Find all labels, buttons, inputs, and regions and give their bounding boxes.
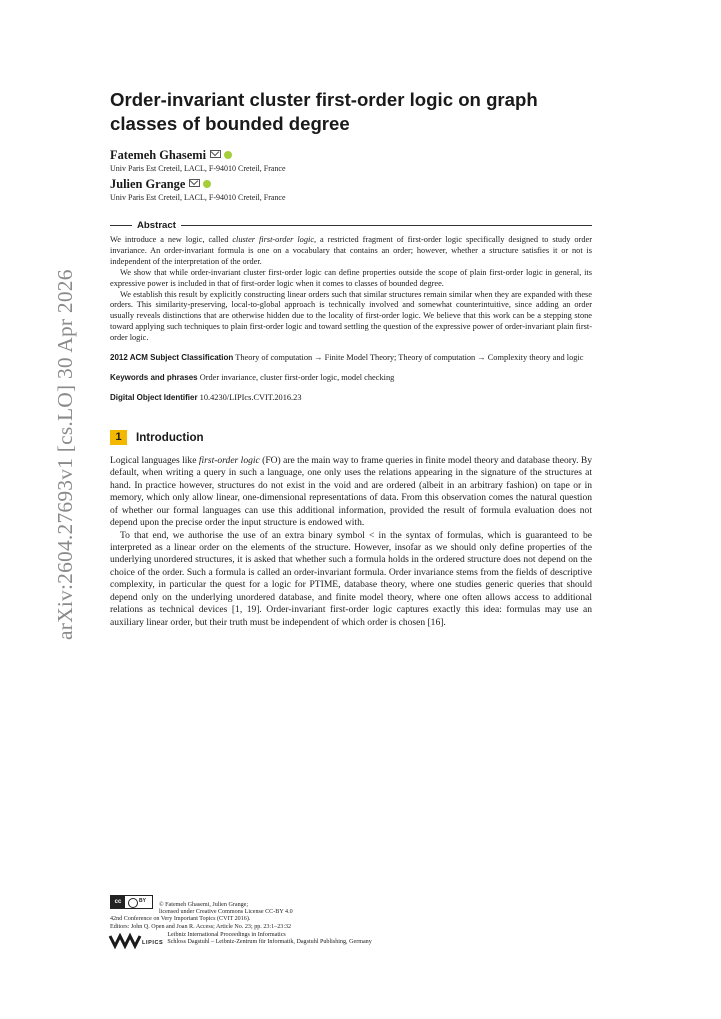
body-paragraph bbox=[110, 455, 592, 530]
acm-classification bbox=[110, 353, 592, 364]
license-line: licensed under Creative Commons License CC-BY 4.0 bbox=[159, 909, 293, 916]
section-title: Introduction bbox=[136, 430, 204, 444]
author-block bbox=[110, 177, 592, 203]
cc-badge-text: cc bbox=[111, 896, 125, 908]
orcid-icon[interactable] bbox=[203, 180, 211, 188]
cc-by-license-icon[interactable] bbox=[110, 895, 153, 909]
series-line: Leibniz International Proceedings in Informatics bbox=[167, 931, 286, 938]
copyright-line bbox=[110, 895, 590, 909]
publisher-line: Schloss Dagstuhl – Leibniz-Zentrum für Informatik, Dagstuhl Publishing, Germany bbox=[167, 939, 372, 946]
cc-attribution-icon bbox=[128, 898, 138, 908]
cc-by-text: BY bbox=[139, 898, 146, 904]
author-affiliation: Univ Paris Est Creteil, LACL, F-94010 Creteil, France bbox=[110, 164, 286, 173]
body-paragraph: To that end, we authorise the use of an extra binary symbol < in the syntax of formulas, which is guaranteed to be interpreted as a linear order on the elements of the structure. However, insofar as we should only define properties of the underlying unordered structures, it is asked that whether such a formula holds in the ordered structure does not depend on the choice of the order. Such a formula is called an order-invariant formula. Order invariance stems from the fields of descriptive complexity, in particular the quest for a logic for PTIME, database theory, where one studies generic queries that should depend only on the underlying unordered database, and finite model theory, where one often allows access to additional relations as technical devices [1, 19]. Order-invariant first-order logic captures exactly this idea: formulas may use an auxiliary linear order, but their truth must be independent of which order is chosen [16]. bbox=[110, 529, 592, 628]
section-number: 1 bbox=[110, 430, 127, 445]
author-name: Julien Grange bbox=[110, 177, 186, 191]
mail-icon[interactable] bbox=[210, 150, 221, 158]
publisher-row bbox=[110, 932, 590, 946]
lipics-logo-text: LIPICS bbox=[142, 940, 164, 947]
lipics-wave-icon bbox=[110, 936, 140, 946]
orcid-icon[interactable] bbox=[224, 151, 232, 159]
abstract-paragraph: We show that while order-invariant cluster first-order logic can define properties outside the scope of plain first-order logic in general, its expressive power is included in that of first-order logic when it comes to classes of bounded degree. bbox=[110, 267, 592, 288]
license-footer bbox=[110, 895, 590, 946]
abstract-rule-left bbox=[110, 225, 132, 226]
copyright-text: © Fatemeh Ghasemi, Julien Grange; bbox=[159, 902, 249, 908]
author-name-line bbox=[110, 177, 592, 192]
arxiv-stamp-text: arXiv:2604.27693v1 [cs.LO] 30 Apr 2026 bbox=[53, 269, 77, 640]
abstract-body bbox=[110, 235, 592, 344]
keywords-label: Keywords and phrases bbox=[110, 372, 198, 382]
doi bbox=[110, 393, 592, 404]
text-run: (FO) are the main way to frame queries in finite model theory and database theory. By default, when writing a query in such a language, one only uses the relations appearing in the signature of the structures at hand. In practice however, structures do not exist in the void and are ordered (albeit in an arbitrary fashion) on tape or in memory, which only allow linear, one-dimensional representations of data. From this observation comes the natural question of whether our formal languages can use this additional information, provided the result of formula evaluation does not depend upon the precise order the input structure is endowed with. bbox=[110, 454, 593, 529]
emphasis-text: cluster first-order logic bbox=[232, 235, 315, 244]
arxiv-stamp bbox=[5, 269, 77, 640]
mail-icon[interactable] bbox=[189, 179, 200, 187]
lipics-logo-icon bbox=[110, 936, 167, 946]
abstract-paragraph bbox=[110, 235, 592, 268]
keywords bbox=[110, 373, 592, 384]
author-affiliation: Univ Paris Est Creteil, LACL, F-94010 Creteil, France bbox=[110, 193, 286, 202]
paper-page bbox=[110, 88, 592, 629]
emphasis-text: first-order logic bbox=[198, 454, 260, 466]
author-name: Fatemeh Ghasemi bbox=[110, 148, 207, 162]
text-run: , a restricted fragment of first-order logic specifically designed to study order invariance. An order-invariant formula is one on a vocabulary that contains an order; however, whether a structure satisfies it or not is independent of the interpretation of the order. bbox=[110, 235, 592, 266]
author-block bbox=[110, 148, 592, 174]
section-heading bbox=[110, 430, 592, 445]
paper-title: Order-invariant cluster first-order logic on graph classes of bounded degree bbox=[110, 89, 538, 134]
abstract-paragraph: We establish this result by explicitly constructing linear orders such that similar structures remain similar when they are expanded with these orders. This similarity-preserving, local-to-global approach is technically involved and somewhat counterintuitive, since adding an order usually reveals distinctions that are otherwise hidden due to the locality of first-order logic. We believe that this work can be a stepping stone toward applying such techniques to plain first-order logic and toward settling the question of the expressive power of order-invariant plain first-order logic. bbox=[110, 289, 592, 343]
abstract-label: Abstract bbox=[137, 220, 176, 231]
abstract-rule-right bbox=[181, 225, 592, 226]
text-run: Logical languages like bbox=[110, 454, 199, 466]
conference-line: 42nd Conference on Very Important Topics (CVIT 2016). bbox=[110, 916, 251, 923]
publisher-text bbox=[167, 932, 371, 946]
editors-line: Editors: John Q. Open and Joan R. Access; Article No. 23; pp. 23:1–23:32 bbox=[110, 923, 292, 930]
author-name-line bbox=[110, 148, 592, 163]
text-run: We introduce a new logic, called bbox=[110, 235, 233, 244]
keywords-value: Order invariance, cluster first-order logic, model checking bbox=[199, 372, 395, 382]
doi-value[interactable]: 10.4230/LIPIcs.CVIT.2016.23 bbox=[199, 392, 302, 402]
section-body bbox=[110, 455, 592, 629]
abstract-heading bbox=[110, 220, 592, 231]
doi-label: Digital Object Identifier bbox=[110, 392, 198, 402]
acm-label: 2012 ACM Subject Classification bbox=[110, 353, 234, 363]
acm-value: Theory of computation → Finite Model Theory; Theory of computation → Complexity theory and logic bbox=[235, 353, 584, 363]
